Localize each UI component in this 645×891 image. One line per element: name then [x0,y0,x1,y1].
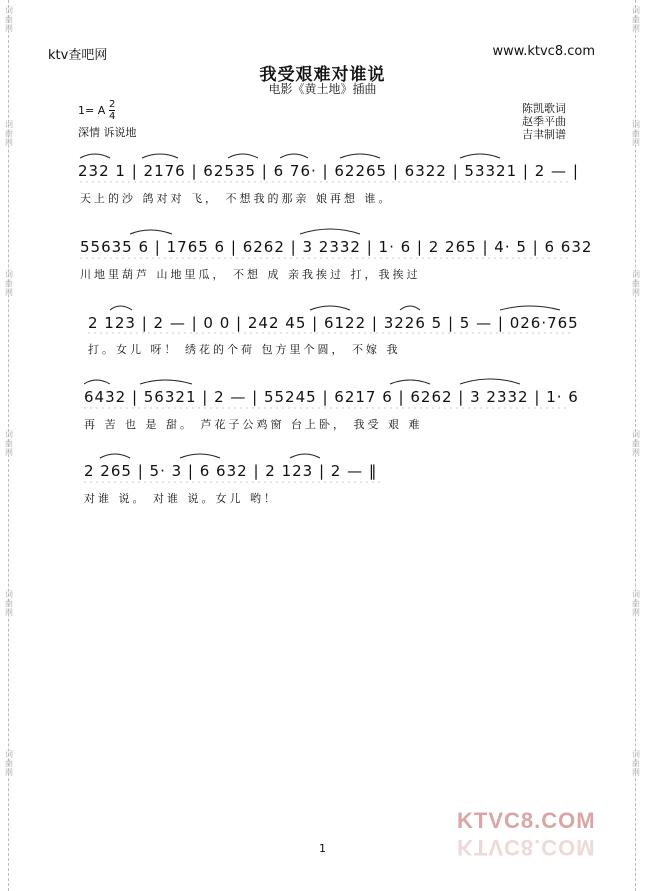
slur [500,306,560,310]
site-url[interactable]: www.ktvc8.com [492,44,595,59]
score-row-4-lyrics: 再 苦 也 是 甜。 芦花子公鸡窗 台上卧， 我受 艰 难 [84,418,423,431]
score-row-5-notes: 2 265 | 5· 3 | 6 632 | 2 123 | 2 — ‖ [84,462,378,480]
score-row-2-notes: 55635 6 | 1765 6 | 6262 | 3 2332 | 1· 6 | 2 265 | 4· 5 | 6 632 [80,238,593,256]
score-row-3-lyrics: 打。女儿 呀！ 绣花的个荷 包方里个圆， 不嫁 我 [88,343,401,356]
slur [100,454,130,458]
score-row-1-notes: 232 1 | 2176 | 62535 | 6 76· | 62265 | 6322 | 53321 | 2 — | [78,162,579,180]
margin-watermark-text: 词曲网 [632,430,640,457]
slur [460,379,520,384]
key-signature: 1= A [78,104,106,117]
score-row-1-lyrics: 天上的沙 鸽对对 飞， 不想我的那亲 娘再想 谁。 [80,192,393,205]
logo-reflection: KTVC8.COM [457,835,596,860]
song-title: 我受艰难对谁说 [259,65,386,85]
slur [310,306,350,310]
slur [130,230,172,234]
composer-credit: 赵季平曲 [522,115,566,128]
time-signature-bottom: 4 [109,111,116,122]
slur [390,380,430,384]
slur [340,154,380,158]
score-row-5-lyrics: 对谁 说。 对谁 说。女儿 哟！ [84,492,278,505]
margin-watermark-text: 词曲网 [632,6,640,33]
margin-watermark-text: 词曲网 [5,120,13,147]
site-name: ktv查吧网 [48,48,108,63]
slur [290,454,320,458]
slur [84,380,110,384]
slur [400,306,420,310]
slur [80,154,110,158]
logo-text: KTVC8.COM [457,808,596,833]
margin-watermark-text: 词曲网 [5,590,13,617]
margin-watermark-text: 词曲网 [632,750,640,777]
page-number: 1 [319,842,326,855]
margin-watermark-text: 词曲网 [5,750,13,777]
margin-watermark-text: 词曲网 [632,270,640,297]
slur [140,380,192,384]
slur [280,154,308,158]
margin-watermark-text: 词曲网 [632,590,640,617]
time-signature-top: 2 [109,99,116,110]
lyricist-credit: 陈凯歌词 [522,102,566,115]
transcriber-credit: 吉聿制谱 [522,128,566,141]
score-row-4-notes: 6432 | 56321 | 2 — | 55245 | 6217 6 | 6262 | 3 2332 | 1· 6 [84,388,579,406]
song-subtitle: 电影《黄土地》插曲 [268,82,377,96]
slur [142,154,178,158]
slur [300,229,360,234]
slur [460,154,500,158]
margin-watermark-text: 词曲网 [5,6,13,33]
score-row-2-lyrics: 川地里葫芦 山地里瓜， 不想 成 亲我挨过 打，我挨过 [80,268,421,281]
slur [110,306,132,310]
margin-watermark-text: 词曲网 [5,270,13,297]
score-row-3-notes: 2 123 | 2 — | 0 0 | 242 45 | 6122 | 3226 5 | 5 — | 026·765 [88,314,579,332]
slur [228,154,258,158]
slur [180,454,220,458]
expression-marking: 深情 诉说地 [78,126,137,139]
margin-watermark-text: 词曲网 [632,120,640,147]
margin-watermark-text: 词曲网 [5,430,13,457]
